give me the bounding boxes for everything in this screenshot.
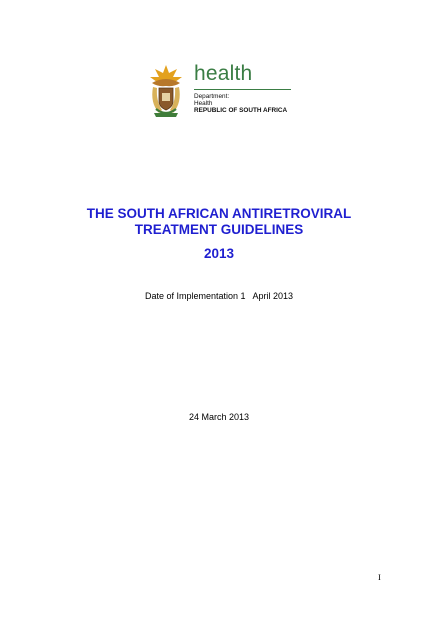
logo-department-label: Department: bbox=[194, 93, 230, 100]
document-title-line-2: TREATMENT GUIDELINES bbox=[134, 222, 304, 237]
department-logo bbox=[146, 63, 296, 121]
logo-country-label: REPUBLIC OF SOUTH AFRICA bbox=[194, 107, 288, 114]
publication-date: 24 March 2013 bbox=[188, 412, 250, 422]
document-title-line-1: THE SOUTH AFRICAN ANTIRETROVIRAL bbox=[86, 206, 352, 221]
logo-divider bbox=[194, 89, 291, 90]
page-number: I bbox=[378, 572, 381, 582]
implementation-date: Date of Implementation 1 April 2013 bbox=[144, 291, 294, 301]
coat-of-arms-icon bbox=[146, 63, 186, 119]
document-year: 2013 bbox=[203, 246, 235, 261]
logo-wordmark: health bbox=[194, 62, 253, 85]
logo-health-label: Health bbox=[194, 100, 213, 107]
